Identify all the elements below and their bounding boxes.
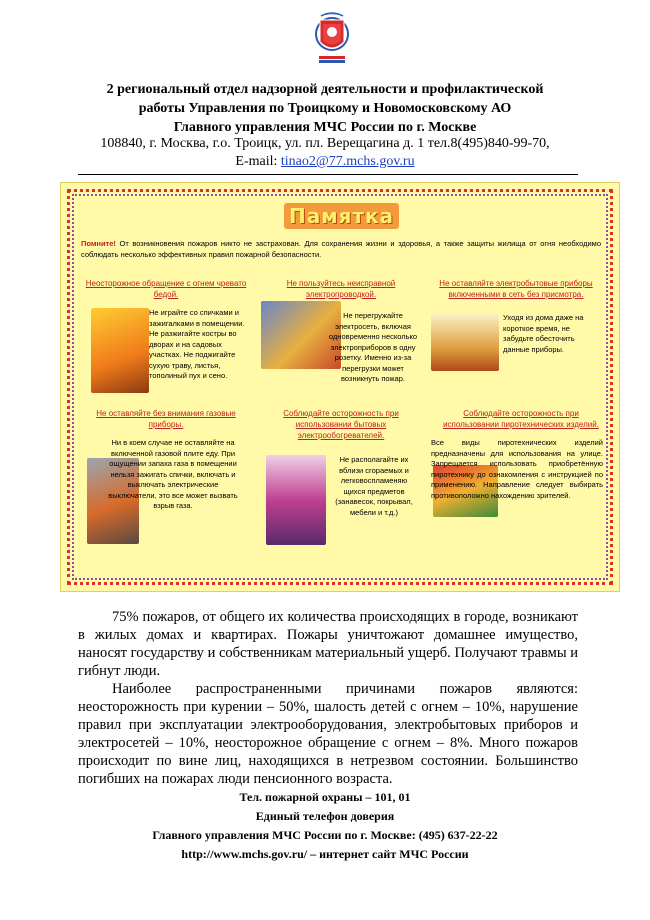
section-title: Неосторожное обращение с огнем чревато бедой.	[85, 279, 247, 299]
section-title: Не оставляйте электробытовые приборы включенными в сеть без присмотра.	[439, 279, 593, 299]
article-paragraph-2: Наиболее распространенными причинами пожаров являются: неосторожность при курении – 50%, шалость детей с огнем – 10%, нарушение правил при эксплуатации электрооборудования, электробытовых приборов и электросетей – 10%, неосторожное обращение с огнем – 8%. Много пожаров происходит по вине лиц, находящихся в нетрезвом состоянии. Большинство погибших на пожарах люди пенсионного возраста.	[78, 681, 578, 787]
section-title: Не пользуйтесь неисправной электропроводкой.	[286, 279, 396, 299]
poster-intro-bold: Помните!	[81, 239, 116, 248]
header-divider	[78, 174, 578, 175]
poster-section-appliances	[431, 278, 601, 300]
address-line: 108840, г. Москва, г.о. Троицк, ул. пл. Верещагина д. 1 тел.8(495)840-99-70,	[100, 136, 550, 151]
poster-section-open-fire	[81, 278, 251, 300]
fox-with-fire-illustration	[91, 308, 149, 393]
fire-service-phone: Тел. пожарной охраны – 101, 01	[239, 790, 411, 804]
contacts-footer	[60, 788, 590, 864]
article-body	[78, 608, 578, 788]
article-paragraph-1: 75% пожаров, от общего их количества происходящих в городе, возникают в жилых домах и квартирах. Пожары уничтожают домашнее имущество, наносят государству и собственникам материальный ущерб. Получают травмы и гибнут люди.	[78, 609, 578, 679]
poster-section-gas	[81, 408, 251, 430]
section-title: Соблюдайте осторожность при использовании пиротехнических изделий.	[443, 409, 599, 429]
section-text: Не играйте со спичками и зажигалками в помещении. Не разжигайте костры во дворах и на садовых участках. Не поджигайте сухую траву, листья, тополиный пух и сено.	[149, 308, 245, 380]
email-line	[60, 153, 590, 171]
section-text: Уходя из дома даже на короткое время, не забудьте обесточить данные приборы.	[503, 313, 584, 354]
svg-text:МОСКВА: МОСКВА	[325, 12, 339, 16]
section-text: Не располагайте их вблизи сгораемых и легковоспламеняю щихся предметов (занавесок, покрывал, мебели и т.д.)	[335, 455, 413, 517]
section-text: Не перегружайте электросеть, включая одновременно несколько электроприборов в одну розетку. Именно из-за перегрузки может возникнуть пожар.	[328, 311, 418, 383]
section-title: Не оставляйте без внимания газовые приборы.	[96, 409, 236, 429]
fire-safety-poster	[60, 182, 620, 592]
hotline-phone: Главного управления МЧС России по г. Москве: (495) 637-22-22	[152, 828, 498, 842]
email-label: E-mail:	[235, 154, 278, 169]
section-text: Все виды пиротехнических изделий предназначены для использования на улице. Запрещается использовать приобретённую пиротехнику до ознакомления с инструкцией по применению. Направление следует выбирать противоположно нахождению зрителей.	[431, 438, 603, 500]
section-text: Ни в коем случае не оставляйте на включенной газовой плите еду. При ощущении запаха газа в помещении нельзя зажигать спички, включать и выключать электрические выключатели, это все может вызвать взрыв газа.	[108, 438, 238, 510]
poster-section-wiring	[261, 278, 421, 300]
poster-title: Памятка	[284, 203, 399, 229]
heater-near-curtain-illustration	[266, 455, 326, 545]
org-line-1: 2 региональный отдел надзорной деятельности и профилактической	[106, 82, 544, 97]
org-line-2: работы Управления по Троицкому и Новомосковскому АО	[138, 101, 512, 116]
section-title: Соблюдайте осторожность при использовании бытовых электрообогревателей.	[283, 409, 399, 440]
email-link[interactable]: tinao2@77.mchs.gov.ru	[280, 154, 415, 169]
appliance-fire-illustration	[431, 313, 499, 371]
mchs-emblem-logo	[315, 10, 349, 68]
poster-intro	[81, 238, 601, 260]
org-line-3: Главного управления МЧС России по г. Москве	[173, 120, 477, 135]
poster-intro-text: От возникновения пожаров никто не застрахован. Для сохранения жизни и здоровья, а также защиты жилища от огня необходимо соблюдать несколько эффективных правил пожарной безопасности.	[81, 239, 601, 259]
contact-block	[60, 135, 590, 171]
poster-section-heaters	[261, 408, 421, 441]
website-line: http://www.mchs.gov.ru/ – интернет сайт МЧС России	[181, 847, 469, 861]
hotline-title: Единый телефон доверия	[255, 809, 395, 823]
poster-section-pyrotechnics	[436, 408, 606, 430]
org-header	[60, 80, 590, 137]
